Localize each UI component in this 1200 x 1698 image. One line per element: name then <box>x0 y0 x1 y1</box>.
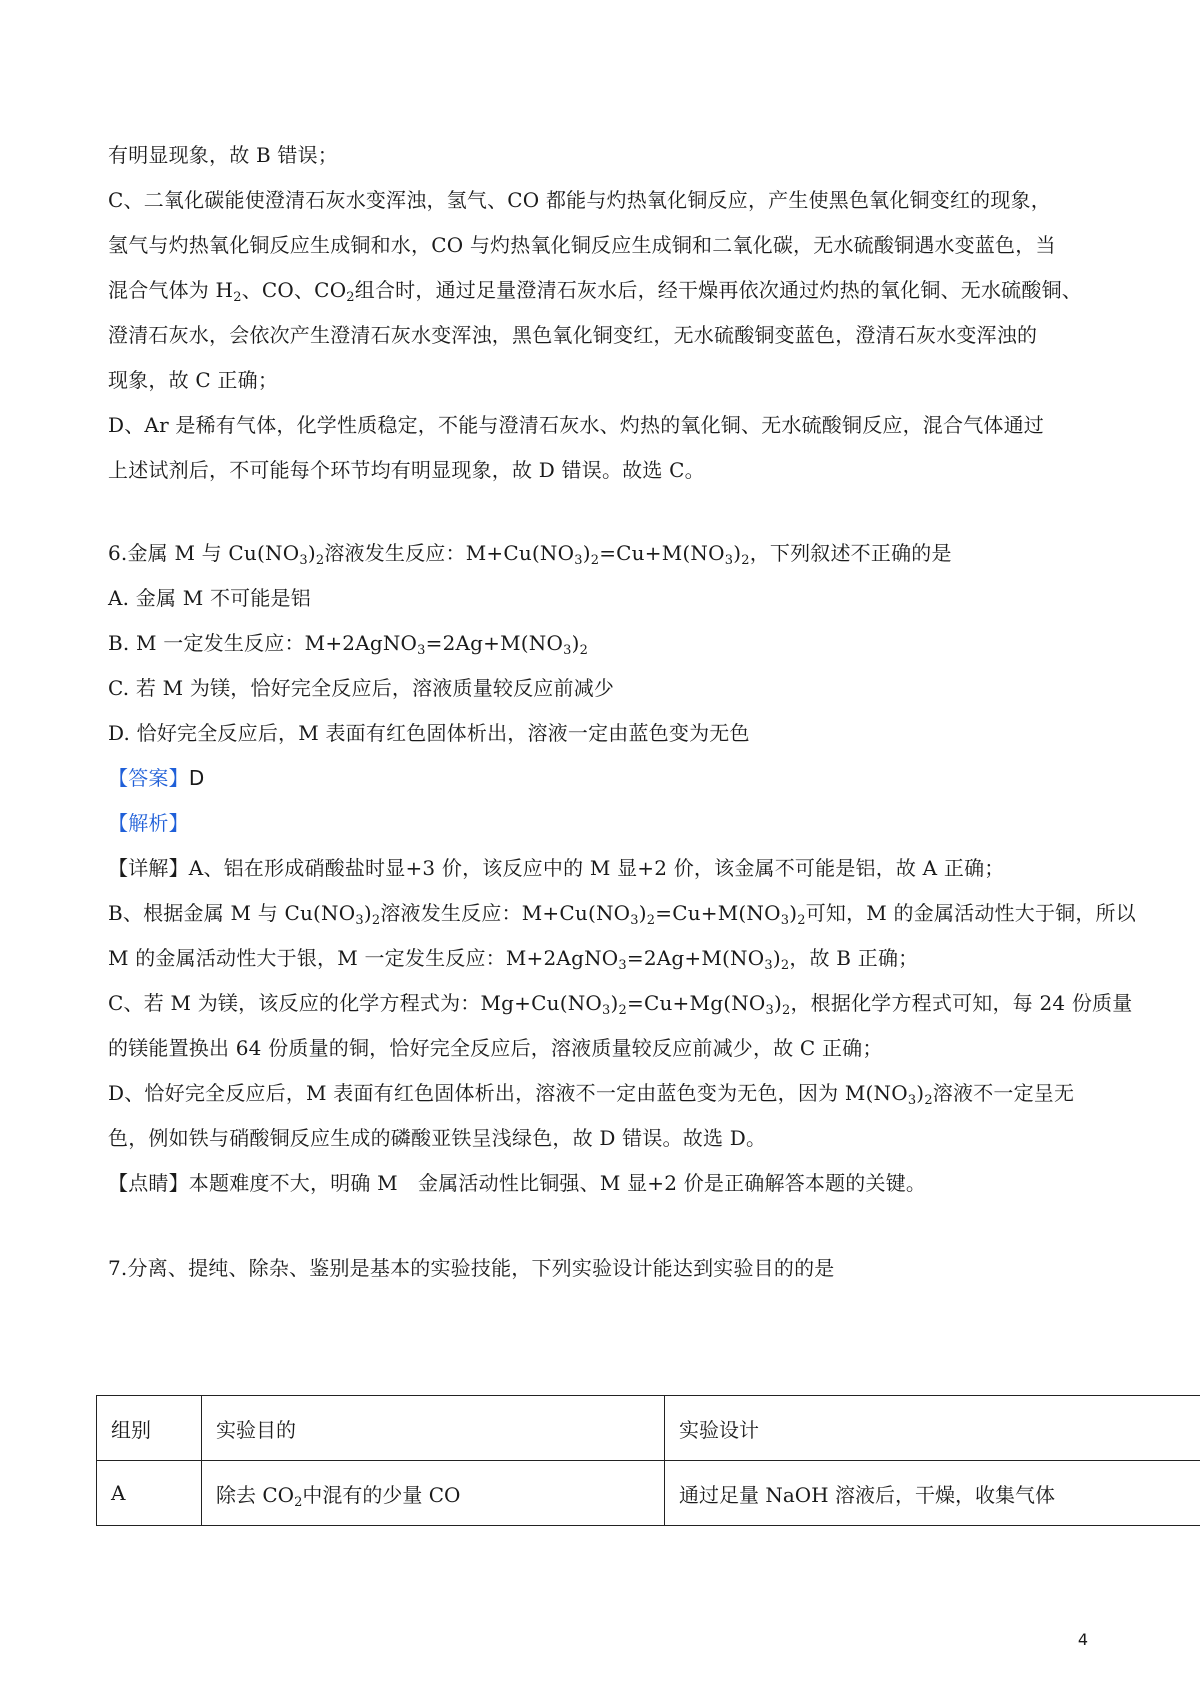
table-header-cell: 实验设计 <box>665 1396 1200 1461</box>
analysis-line: 上述试剂后，不可能每个环节均有明显现象，故 D 错误。故选 C。 <box>108 458 705 482</box>
answer-label: 【答案】 <box>108 766 189 790</box>
experiment-table <box>96 1395 1200 1526</box>
answer-value: D <box>188 766 205 790</box>
detail-line: 的镁能置换出 64 份质量的铜，恰好完全反应后，溶液质量较反应前减少，故 C 正确； <box>108 1036 883 1060</box>
detail-line: B、根据金属 M 与 $Cu(NO_3)_2$溶液发生反应：$M+Cu(NO_3)_2=Cu+M(NO_3)_2$可知，M 的金属活动性大于铜，所以 <box>108 901 1136 928</box>
question-6-stem: 6.金属 M 与 $Cu(NO_3)_2$溶液发生反应：$M+Cu(NO_3)_2=Cu+M(NO_3)_2$，下列叙述不正确的是 <box>108 541 952 568</box>
question-7-stem: 7.分离、提纯、除杂、鉴别是基本的实验技能，下列实验设计能达到实验目的的是 <box>108 1256 835 1280</box>
table-cell-group: A <box>97 1461 202 1526</box>
option-c: C. 若 M 为镁，恰好完全反应后，溶液质量较反应前减少 <box>108 676 615 700</box>
detail-line: D、恰好完全反应后，M 表面有红色固体析出，溶液不一定由蓝色变为无色，因为 $M(NO_3)_2$溶液不一定呈无 <box>108 1081 1075 1108</box>
analysis-line: 混合气体为 $H_2$、CO、$CO_2$组合时，通过足量澄清石灰水后，经干燥再依次通过灼热的氧化铜、无水硫酸铜、 <box>108 278 1082 305</box>
analysis-line: 澄清石灰水，会依次产生澄清石灰水变浑浊，黑色氧化铜变红，无水硫酸铜变蓝色，澄清石灰水变浑浊的 <box>108 323 1038 347</box>
detail-line: 色，例如铁与硝酸铜反应生成的磷酸亚铁呈浅绿色，故 D 错误。故选 D。 <box>108 1126 767 1150</box>
analysis-label: 【解析】 <box>108 811 189 835</box>
detail-line: 【详解】A、铝在形成硝酸盐时显+3 价，该反应中的 M 显+2 价，该金属不可能是铝，故 A 正确； <box>108 856 1005 880</box>
option-d: D. 恰好完全反应后，M 表面有红色固体析出，溶液一定由蓝色变为无色 <box>108 721 750 745</box>
table-cell-design: 通过足量 NaOH 溶液后，干燥，收集气体 <box>665 1461 1200 1526</box>
analysis-line: 现象，故 C 正确； <box>108 368 279 392</box>
answer <box>108 763 204 793</box>
table-cell-purpose: 除去 $CO_2$中混有的少量 CO <box>202 1461 665 1526</box>
analysis-line: 氢气与灼热氧化铜反应生成铜和水，CO 与灼热氧化铜反应生成铜和二氧化碳，无水硫酸铜遇水变蓝色，当 <box>108 233 1056 257</box>
table-header-row <box>97 1396 1200 1461</box>
table-header-cell: 组别 <box>97 1396 202 1461</box>
option-b: B. M 一定发生反应：$M+2AgNO_3=2Ag+M(NO_3)_2$ <box>108 631 589 658</box>
detail-line: M 的金属活动性大于银，M 一定发生反应：$M+2AgNO_3=2Ag+M(NO_3)_2$，故 B 正确； <box>108 946 919 973</box>
detail-line: C、若 M 为镁，该反应的化学方程式为：$Mg+Cu(NO_3)_2=Cu+Mg(NO_3)_2$，根据化学方程式可知，每 24 份质量 <box>108 991 1133 1018</box>
analysis-line: 有明显现象，故 B 错误； <box>108 143 339 167</box>
analysis-line: D、Ar 是稀有气体，化学性质稳定，不能与澄清石灰水、灼热的氧化铜、无水硫酸铜反应，混合气体通过 <box>108 413 1044 437</box>
option-a: A. 金属 M 不可能是铝 <box>108 586 311 610</box>
table-header-cell: 实验目的 <box>202 1396 665 1461</box>
analysis-line: C、二氧化碳能使澄清石灰水变浑浊，氢气、CO 都能与灼热氧化铜反应，产生使黑色氧化铜变红的现象， <box>108 188 1051 212</box>
page-number: 4 <box>1077 1630 1088 1649</box>
table-row <box>97 1461 1200 1526</box>
tip-line: 【点睛】本题难度不大，明确 M 金属活动性比铜强、M 显+2 价是正确解答本题的关键。 <box>108 1171 927 1195</box>
